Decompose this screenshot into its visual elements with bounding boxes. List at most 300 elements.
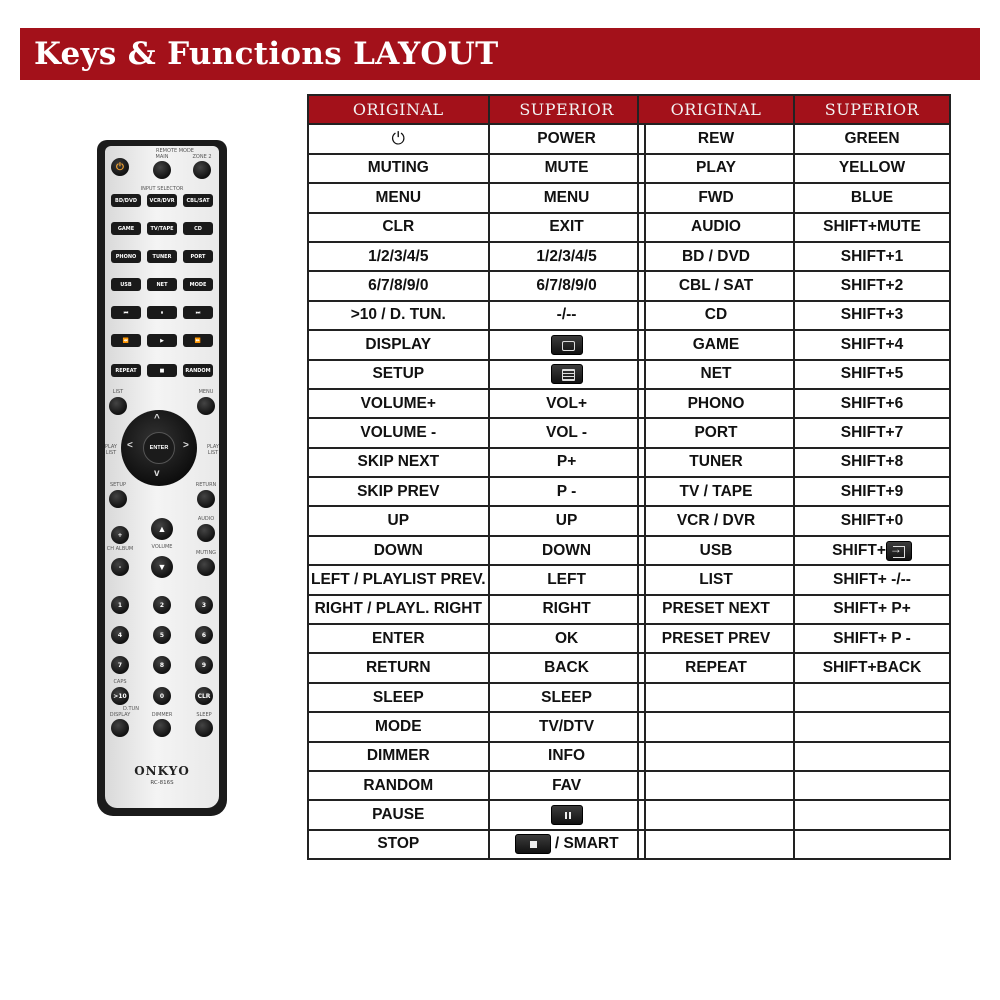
original-key-cell: [638, 506, 794, 535]
remote-audio-button: [197, 524, 215, 542]
remote-mode-button: MODE: [183, 278, 213, 291]
superior-key-cell: [489, 418, 645, 447]
table-row: [638, 301, 950, 330]
original-key-cell: [308, 565, 489, 594]
superior-key-cell: [794, 448, 950, 477]
dpad-left-icon: <: [127, 440, 133, 451]
sleep-label: SLEEP: [196, 712, 212, 718]
superior-key-cell: [489, 448, 645, 477]
superior-key-cell: [489, 565, 645, 594]
superior-key-cell: [794, 301, 950, 330]
remote-10plus-button: >10: [111, 687, 129, 705]
table-row: [638, 624, 950, 653]
original-key-cell: [638, 183, 794, 212]
original-key-label: GAME: [692, 335, 740, 353]
table-row: [638, 477, 950, 506]
remote-pause-button: ⏸: [147, 306, 177, 319]
original-key-label: MUTING: [367, 159, 429, 177]
original-key-cell: [638, 624, 794, 653]
original-key-label: >10 / D. TUN.: [350, 306, 446, 324]
table-row: [638, 389, 950, 418]
remote-enter-button: ENTER: [143, 432, 175, 464]
original-key-cell: [638, 565, 794, 594]
remote-brand-logo: ONKYO: [134, 764, 190, 778]
original-key-label: PRESET PREV: [661, 629, 771, 647]
table-row: [638, 242, 950, 271]
superior-key-label: 1/2/3/4/5: [536, 247, 597, 265]
remote-ch-up-button: +: [111, 526, 129, 544]
title-banner: [20, 28, 980, 80]
superior-key-label: GREEN: [844, 130, 900, 148]
original-key-label: BD / DVD: [681, 247, 751, 265]
superior-key-label: SHIFT+: [832, 541, 886, 559]
remote-muting-button: [197, 558, 215, 576]
table-row: [308, 183, 645, 212]
original-key-cell: [638, 830, 794, 859]
menu-label: MENU: [198, 389, 214, 395]
superior-key-cell: [489, 301, 645, 330]
original-key-cell: [638, 271, 794, 300]
table-row: [638, 183, 950, 212]
stop-key-icon: [515, 834, 551, 854]
remote-mode-label: REMOTE MODE: [156, 148, 194, 154]
remote-face: [105, 146, 219, 808]
original-key-cell: [308, 506, 489, 535]
power-icon: ⏻: [391, 129, 405, 150]
remote-ch-down-button: -: [111, 558, 129, 576]
table-row: [638, 271, 950, 300]
remote-tv-tape-button: TV/TAPE: [147, 222, 177, 235]
table-row: [638, 595, 950, 624]
remote-usb-button: USB: [111, 278, 141, 291]
table-row: [638, 154, 950, 183]
table-row: [638, 683, 950, 712]
superior-key-label: 6/7/8/9/0: [536, 277, 597, 295]
superior-key-cell: [489, 800, 645, 829]
table-row: [308, 624, 645, 653]
input-selector-label: INPUT SELECTOR: [140, 186, 184, 192]
original-key-label: TUNER: [689, 453, 743, 471]
caps-label: CAPS: [113, 679, 127, 685]
table-row: [308, 124, 645, 153]
dpad-up-icon: ^: [154, 413, 160, 424]
superior-key-label: MUTE: [544, 159, 589, 177]
superior-key-cell: [794, 830, 950, 859]
superior-key-label: RIGHT: [542, 600, 591, 618]
table-row: [638, 536, 950, 565]
original-key-cell: [308, 536, 489, 565]
play-list-right-label: PLAY LIST: [206, 444, 219, 456]
superior-key-cell: [794, 800, 950, 829]
superior-key-label: SHIFT+0: [840, 512, 904, 530]
ch-album-label: CH ALBUM: [106, 546, 134, 552]
remote-setup-button: [109, 490, 127, 508]
original-key-label: RANDOM: [363, 776, 434, 794]
superior-key-cell: [489, 595, 645, 624]
original-key-label: SKIP PREV: [357, 482, 440, 500]
superior-key-cell: [794, 742, 950, 771]
table-row: [308, 477, 645, 506]
original-key-cell: [308, 448, 489, 477]
original-key-label: SETUP: [372, 365, 425, 383]
original-key-cell: [638, 683, 794, 712]
guide-key-icon: [551, 364, 583, 384]
superior-key-label: INFO: [548, 747, 586, 765]
superior-key-cell: [794, 330, 950, 359]
superior-key-cell: [489, 124, 645, 153]
original-key-cell: [308, 183, 489, 212]
original-key-cell: [308, 124, 489, 153]
original-key-label: DOWN: [373, 541, 423, 559]
superior-key-cell: [794, 242, 950, 271]
original-key-cell: [308, 624, 489, 653]
superior-key-cell: [794, 271, 950, 300]
original-key-label: LEFT / PLAYLIST PREV.: [311, 570, 486, 588]
remote-net-button: NET: [147, 278, 177, 291]
remote-digit-1: 1: [111, 596, 129, 614]
superior-key-cell: [489, 154, 645, 183]
superior-key-cell: [489, 389, 645, 418]
table-row: [308, 683, 645, 712]
table-row: [638, 653, 950, 682]
original-key-label: CBL / SAT: [678, 277, 754, 295]
original-key-label: CLR: [382, 218, 415, 236]
table-row: [638, 124, 950, 153]
original-key-cell: [638, 124, 794, 153]
original-key-cell: [308, 301, 489, 330]
superior-key-label: -/--: [556, 306, 577, 324]
superior-key-label: EXIT: [549, 218, 584, 236]
superior-key-label: SHIFT+7: [840, 423, 904, 441]
remote-zone2-button: [193, 161, 211, 179]
superior-key-cell: [794, 771, 950, 800]
original-key-cell: [308, 653, 489, 682]
superior-key-cell: [794, 360, 950, 389]
original-key-cell: [638, 360, 794, 389]
remote-vcr-dvr-button: VCR/DVR: [147, 194, 177, 207]
header-superior: SUPERIOR: [794, 95, 950, 124]
table-row: [308, 213, 645, 242]
superior-key-cell: [489, 360, 645, 389]
superior-key-label: SHIFT+8: [840, 453, 904, 471]
original-key-label: PRESET NEXT: [662, 600, 770, 618]
superior-key-label: SHIFT+BACK: [822, 659, 922, 677]
remote-skip-next-button: ⏭: [183, 306, 213, 319]
superior-key-label: SHIFT+3: [840, 306, 904, 324]
original-key-label: NET: [700, 365, 732, 383]
screen-key-icon: [551, 335, 583, 355]
original-key-label: DIMMER: [366, 747, 430, 765]
original-key-cell: [638, 418, 794, 447]
superior-key-label: YELLOW: [838, 159, 906, 177]
original-key-cell: [308, 242, 489, 271]
remote-play-button: ▶: [147, 334, 177, 347]
table-row: [638, 565, 950, 594]
original-key-cell: [308, 830, 489, 859]
audio-label: AUDIO: [197, 516, 215, 522]
original-key-cell: [308, 800, 489, 829]
key-mapping-table-left: [307, 94, 646, 860]
original-key-cell: [638, 536, 794, 565]
table-row: [308, 771, 645, 800]
list-label: LIST: [112, 389, 124, 395]
remote-fwd-button: ⏩: [183, 334, 213, 347]
remote-cbl-sat-button: CBL/SAT: [183, 194, 213, 207]
original-key-label: 1/2/3/4/5: [368, 247, 429, 265]
remote-dimmer-button: [153, 719, 171, 737]
remote-phono-button: PHONO: [111, 250, 141, 263]
table-header-row: [638, 95, 950, 124]
superior-key-label: LEFT: [547, 570, 586, 588]
superior-key-cell: [794, 624, 950, 653]
original-key-cell: [638, 242, 794, 271]
superior-key-cell: [794, 154, 950, 183]
table-row: [308, 418, 645, 447]
table-row: [308, 565, 645, 594]
dpad-right-icon: >: [183, 440, 189, 451]
table-row: [308, 330, 645, 359]
superior-key-label: SHIFT+5: [840, 365, 904, 383]
original-key-label: SKIP NEXT: [357, 453, 440, 471]
original-key-cell: [308, 477, 489, 506]
remote-random-button: RANDOM: [183, 364, 213, 377]
superior-key-cell: [794, 565, 950, 594]
superior-key-label: SHIFT+MUTE: [823, 218, 921, 236]
table-row: [308, 448, 645, 477]
superior-key-label: FAV: [552, 776, 582, 794]
original-key-label: LIST: [699, 570, 733, 588]
remote-volume-up-button: ▲: [151, 518, 173, 540]
table-row: [308, 712, 645, 741]
superior-key-cell: [794, 213, 950, 242]
table-row: [308, 506, 645, 535]
remote-digit-2: 2: [153, 596, 171, 614]
table-row: [638, 448, 950, 477]
remote-menu-button: [197, 397, 215, 415]
remote-game-button: GAME: [111, 222, 141, 235]
header-original: ORIGINAL: [638, 95, 794, 124]
superior-key-cell: [489, 742, 645, 771]
superior-key-label: OK: [554, 629, 579, 647]
original-key-label: TV / TAPE: [679, 482, 753, 500]
display-label: DISPLAY: [109, 712, 131, 718]
superior-key-cell: [794, 536, 950, 565]
remote-repeat-button: REPEAT: [111, 364, 141, 377]
table-row: [638, 800, 950, 829]
superior-key-label: SHIFT+ P+: [833, 600, 911, 618]
superior-key-label: SHIFT+2: [840, 277, 904, 295]
superior-key-label: SHIFT+9: [840, 482, 904, 500]
remote-cd-button: CD: [183, 222, 213, 235]
play-list-left-label: PLAY LIST: [104, 444, 117, 456]
remote-digit-7: 7: [111, 656, 129, 674]
remote-skip-prev-button: ⏮: [111, 306, 141, 319]
superior-key-cell: [794, 418, 950, 447]
original-key-cell: [638, 389, 794, 418]
original-key-cell: [638, 742, 794, 771]
table-row: [638, 360, 950, 389]
original-key-cell: [638, 477, 794, 506]
muting-label: MUTING: [195, 550, 217, 556]
original-key-label: PLAY: [696, 159, 736, 177]
remote-digit-6: 6: [195, 626, 213, 644]
original-key-cell: [638, 653, 794, 682]
original-key-label: USB: [699, 541, 733, 559]
superior-key-cell: [794, 389, 950, 418]
table-row: [638, 418, 950, 447]
original-key-cell: [308, 418, 489, 447]
original-key-cell: [308, 389, 489, 418]
original-key-label: AUDIO: [691, 218, 741, 236]
table-row: [638, 712, 950, 741]
superior-key-label: SHIFT+ P -: [833, 629, 911, 647]
remote-digit-9: 9: [195, 656, 213, 674]
remote-volume-down-button: ▼: [151, 556, 173, 578]
original-key-label: DISPLAY: [365, 335, 432, 353]
superior-key-cell: [489, 624, 645, 653]
table-row: [308, 360, 645, 389]
original-key-label: REPEAT: [685, 659, 747, 677]
pause-key-icon: [551, 805, 583, 825]
superior-key-cell: [794, 183, 950, 212]
page-title: Keys & Functions LAYOUT: [34, 36, 499, 72]
original-key-cell: [638, 800, 794, 829]
original-key-label: VCR / DVR: [676, 512, 756, 530]
superior-key-label: SHIFT+1: [840, 247, 904, 265]
original-key-cell: [638, 771, 794, 800]
original-key-cell: [638, 154, 794, 183]
original-key-label: STOP: [377, 835, 420, 853]
superior-key-label: SHIFT+4: [840, 335, 904, 353]
header-superior: SUPERIOR: [489, 95, 645, 124]
superior-key-label: VOL -: [546, 423, 588, 441]
dimmer-label: DIMMER: [151, 712, 173, 718]
table-row: [308, 271, 645, 300]
original-key-cell: [308, 360, 489, 389]
original-key-cell: [308, 742, 489, 771]
superior-key-cell: [489, 242, 645, 271]
superior-key-label: SHIFT+ -/--: [833, 570, 911, 588]
original-key-label: PORT: [694, 423, 738, 441]
remote-bd-dvd-button: BD/DVD: [111, 194, 141, 207]
original-key-cell: [638, 712, 794, 741]
header-original: ORIGINAL: [308, 95, 489, 124]
table-row: [308, 301, 645, 330]
remote-return-button: [197, 490, 215, 508]
original-key-label: CD: [704, 306, 728, 324]
original-key-cell: [308, 330, 489, 359]
original-key-cell: [308, 712, 489, 741]
superior-key-label: DOWN: [542, 541, 592, 559]
superior-key-cell: [489, 653, 645, 682]
table-row: [308, 800, 645, 829]
setup-label: SETUP: [109, 482, 127, 488]
remote-control-image: [97, 140, 227, 816]
remote-power-button: ⏻: [111, 158, 129, 176]
original-key-label: PHONO: [687, 394, 745, 412]
superior-key-label: MENU: [543, 188, 590, 206]
superior-key-label: P -: [556, 482, 577, 500]
superior-key-label: TV/DTV: [539, 717, 595, 735]
superior-key-cell: [489, 771, 645, 800]
dpad-down-icon: v: [154, 468, 160, 479]
superior-key-cell: [794, 477, 950, 506]
table-row: [638, 506, 950, 535]
superior-key-cell: [489, 477, 645, 506]
superior-key-cell: [489, 830, 645, 859]
superior-key-cell: [794, 653, 950, 682]
remote-display-button: [111, 719, 129, 737]
original-key-cell: [308, 271, 489, 300]
table-row: [308, 536, 645, 565]
original-key-cell: [638, 301, 794, 330]
superior-key-cell: [489, 330, 645, 359]
key-mapping-table-right: [637, 94, 951, 860]
superior-key-label: / SMART: [550, 835, 619, 853]
original-key-label: MODE: [375, 717, 422, 735]
input-key-icon: [886, 541, 912, 561]
original-key-label: FWD: [698, 188, 734, 206]
original-key-cell: [638, 448, 794, 477]
remote-stop-button: ■: [147, 364, 177, 377]
original-key-label: ENTER: [372, 629, 425, 647]
superior-key-label: SLEEP: [541, 688, 592, 706]
table-header-row: [308, 95, 645, 124]
table-row: [308, 242, 645, 271]
original-key-label: REW: [697, 130, 735, 148]
table-row: [308, 653, 645, 682]
superior-key-label: UP: [555, 512, 578, 530]
remote-digit-4: 4: [111, 626, 129, 644]
original-key-label: PAUSE: [372, 806, 425, 824]
superior-key-cell: [489, 712, 645, 741]
original-key-label: UP: [387, 512, 410, 530]
table-row: [638, 830, 950, 859]
remote-model-label: RC-816S: [150, 780, 174, 786]
remote-list-button: [109, 397, 127, 415]
superior-key-cell: [489, 213, 645, 242]
table-row: [308, 830, 645, 859]
superior-key-cell: [489, 183, 645, 212]
table-row: [638, 742, 950, 771]
remote-rew-button: ⏪: [111, 334, 141, 347]
remote-digit-5: 5: [153, 626, 171, 644]
table-row: [308, 595, 645, 624]
original-key-cell: [638, 213, 794, 242]
superior-key-label: BACK: [544, 659, 589, 677]
table-row: [308, 742, 645, 771]
superior-key-cell: [794, 712, 950, 741]
remote-sleep-button: [195, 719, 213, 737]
superior-key-cell: [489, 536, 645, 565]
volume-label: VOLUME: [151, 544, 173, 550]
superior-key-label: BLUE: [850, 188, 894, 206]
original-key-label: VOLUME -: [360, 423, 437, 441]
superior-key-label: POWER: [537, 130, 596, 148]
remote-digit-3: 3: [195, 596, 213, 614]
remote-dpad: [121, 410, 197, 486]
original-key-cell: [308, 213, 489, 242]
superior-key-cell: [794, 683, 950, 712]
remote-digit-0: 0: [153, 687, 171, 705]
table-row: [638, 213, 950, 242]
original-key-cell: [308, 683, 489, 712]
original-key-cell: [638, 330, 794, 359]
superior-key-cell: [489, 271, 645, 300]
remote-main-button: [153, 161, 171, 179]
remote-tuner-button: TUNER: [147, 250, 177, 263]
superior-key-label: P+: [556, 453, 577, 471]
